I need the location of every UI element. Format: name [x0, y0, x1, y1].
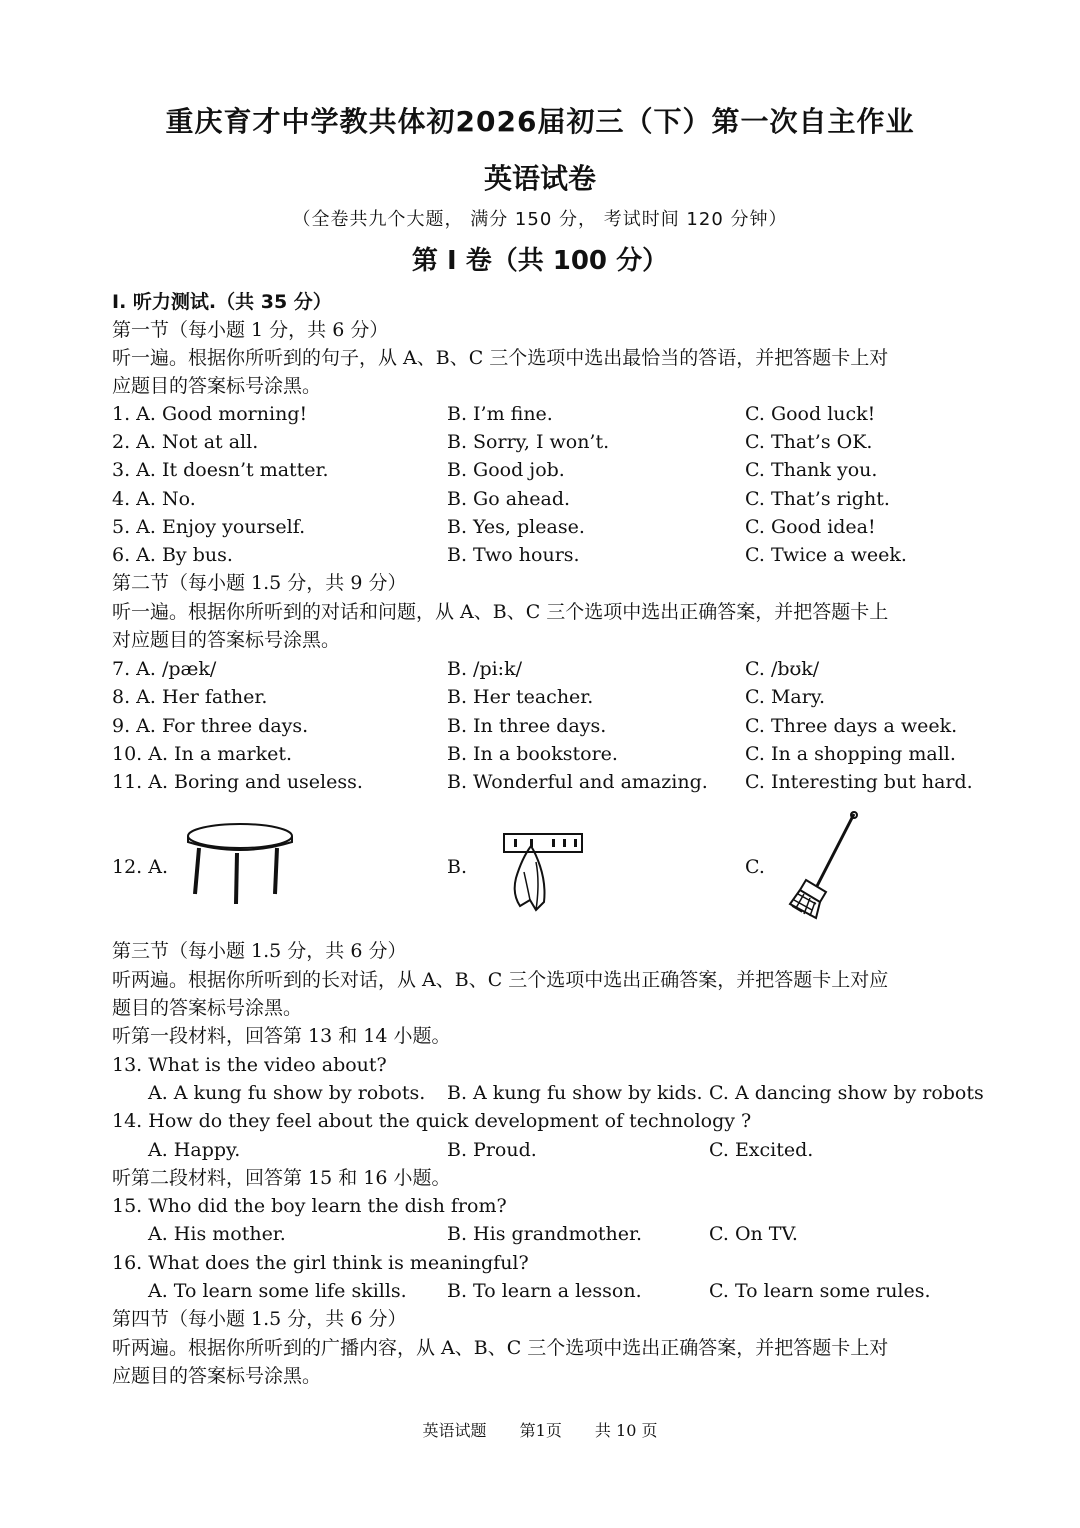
option-a: 1. A. Good morning! [112, 403, 308, 425]
option-c: C. Interesting but hard. [745, 771, 973, 793]
option-b: B. Two hours. [447, 544, 580, 566]
question-row [112, 1277, 982, 1305]
instruction-line: 对应题目的答案标号涂黑。 [112, 629, 341, 651]
exam-subject: 英语试卷 [483, 162, 596, 195]
option-c: C. That’s right. [745, 488, 890, 510]
section-heading: 第四节（每小题 1.5 分，共 6 分） [112, 1308, 407, 1330]
option-c: C. Good luck! [745, 403, 876, 425]
option-b: B. In three days. [447, 715, 607, 737]
instruction-line: 听一遍。根据你所听到的句子，从 A、B、C 三个选项中选出最恰当的答语，并把答题卡上对 [112, 347, 889, 369]
option-b: B. Proud. [447, 1139, 537, 1161]
option-c: C. Good idea! [745, 516, 876, 538]
option-c: C. Three days a week. [745, 715, 958, 737]
option-a: 10. A. In a market. [112, 743, 293, 765]
option-a: 5. A. Enjoy yourself. [112, 516, 306, 538]
instruction-line: 应题目的答案标号涂黑。 [112, 375, 322, 397]
option-a: 3. A. It doesn’t matter. [112, 459, 329, 481]
option-b: B. Her teacher. [447, 686, 594, 708]
question-stem: 15. Who did the boy learn the dish from? [112, 1195, 507, 1217]
page-footer [0, 1418, 1080, 1441]
instruction-line: 听两遍。根据你所听到的长对话，从 A、B、C 三个选项中选出正确答案，并把答题卡上对应 [112, 969, 889, 991]
option-b: B. In a bookstore. [447, 743, 618, 765]
question-stem: 13. What is the video about? [112, 1054, 387, 1076]
exam-info: （全卷共九个大题， 满分 150 分， 考试时间 120 分钟） [292, 209, 788, 230]
option-b: B. Yes, please. [447, 516, 585, 538]
instruction-line: 听两遍。根据你所听到的广播内容，从 A、B、C 三个选项中选出正确答案，并把答题卡上对 [112, 1337, 889, 1359]
option-c: C. To learn some rules. [709, 1280, 931, 1302]
instruction-line: 应题目的答案标号涂黑。 [112, 1365, 322, 1387]
option-a: 4. A. No. [112, 488, 196, 510]
option-c: C. That’s OK. [745, 431, 873, 453]
option-b: B. To learn a lesson. [447, 1280, 642, 1302]
question-row [112, 1136, 982, 1164]
option-c: C. Excited. [709, 1139, 814, 1161]
question-row [112, 1220, 982, 1248]
instruction-line: 题目的答案标号涂黑。 [112, 997, 303, 1019]
footer-page-number: 第1页 [519, 1421, 562, 1440]
instruction-line: 听一遍。根据你所听到的对话和问题，从 A、B、C 三个选项中选出正确答案，并把答题卡上 [112, 601, 889, 623]
option-a: A. A kung fu show by robots. [148, 1082, 426, 1104]
volume-heading: 第 I 卷（共 100 分） [411, 246, 669, 276]
option-b: B. Go ahead. [447, 488, 571, 510]
towel-hook-icon [500, 832, 586, 914]
table-icon [185, 822, 295, 908]
option-a: A. His mother. [148, 1223, 286, 1245]
question-row [112, 712, 982, 740]
section-heading: 第二节（每小题 1.5 分，共 9 分） [112, 572, 407, 594]
option-a: 11. A. Boring and useless. [112, 771, 363, 793]
footer-total-pages: 共 10 页 [594, 1421, 658, 1440]
option-c: C. Twice a week. [745, 544, 907, 566]
passage-note: 听第一段材料，回答第 13 和 14 小题。 [112, 1025, 451, 1047]
question-stem: 14. How do they feel about the quick development of technology ? [112, 1110, 752, 1132]
option-b: B. His grandmother. [447, 1223, 643, 1245]
option-a: 9. A. For three days. [112, 715, 309, 737]
option-b: B. Good job. [447, 459, 565, 481]
question-row [112, 1079, 982, 1107]
option-a: 2. A. Not at all. [112, 431, 259, 453]
part-heading: I. 听力测试.（共 35 分） [112, 291, 332, 313]
option-c: C. On TV. [709, 1223, 798, 1245]
option-c: C. /bʊk/ [745, 658, 820, 680]
section-heading: 第三节（每小题 1.5 分，共 6 分） [112, 940, 407, 962]
option-c: C. A dancing show by robots [709, 1082, 984, 1104]
question-row [112, 541, 982, 569]
exam-title: 重庆育才中学教共体初2026届初三（下）第一次自主作业 [165, 105, 915, 138]
question-stem: 16. What does the girl think is meaningful? [112, 1252, 529, 1274]
question-row [112, 428, 982, 456]
option-a: 6. A. By bus. [112, 544, 233, 566]
question-row [112, 740, 982, 768]
option-a: 12. A. [112, 856, 169, 878]
option-c: C. Thank you. [745, 459, 878, 481]
question-row [112, 485, 982, 513]
option-b: B. [447, 856, 468, 878]
passage-note: 听第二段材料，回答第 15 和 16 小题。 [112, 1167, 451, 1189]
question-row [112, 683, 982, 711]
option-c: C. Mary. [745, 686, 826, 708]
question-row [112, 655, 982, 683]
question-row [112, 513, 982, 541]
footer-subject: 英语试题 [422, 1421, 487, 1440]
question-row [112, 768, 982, 796]
option-a: 7. A. /pæk/ [112, 658, 217, 680]
option-b: B. Wonderful and amazing. [447, 771, 708, 793]
option-c: C. [745, 856, 765, 878]
question-row [112, 456, 982, 484]
option-b: B. Sorry, I won’t. [447, 431, 610, 453]
option-b: B. I’m fine. [447, 403, 553, 425]
option-a: A. Happy. [148, 1139, 241, 1161]
question-row [112, 400, 982, 428]
option-a: 8. A. Her father. [112, 686, 268, 708]
section-heading: 第一节（每小题 1 分，共 6 分） [112, 319, 389, 341]
option-c: C. In a shopping mall. [745, 743, 956, 765]
option-a: A. To learn some life skills. [148, 1280, 407, 1302]
option-b: B. A kung fu show by kids. [447, 1082, 703, 1104]
broom-icon [782, 810, 862, 922]
option-b: B. /pi:k/ [447, 658, 522, 680]
